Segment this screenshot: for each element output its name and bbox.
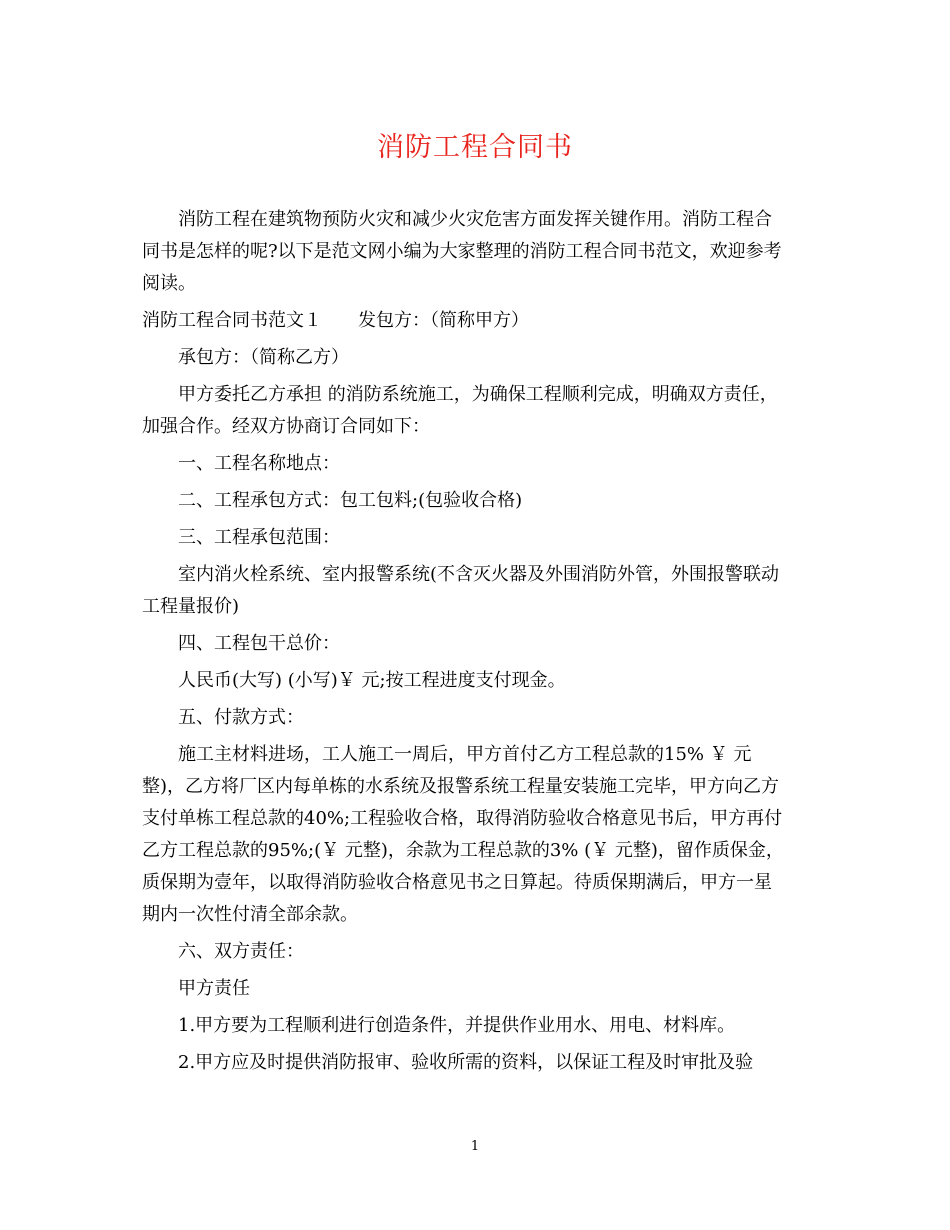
subsection-heading: 甲方责任 xyxy=(178,978,250,999)
section-heading: 三、工程承包范围： xyxy=(178,527,340,548)
paragraph-line: 承包方：（简称乙方） xyxy=(178,347,349,368)
page-number: 1 xyxy=(470,1139,480,1154)
paragraph-line: 人民币(大写) (小写)￥ 元;按工程进度支付现金。 xyxy=(178,670,566,691)
section-heading: 二、工程承包方式：包工包料;(包验收合格) xyxy=(178,490,523,511)
paragraph-line: 质保期为壹年，以取得消防验收合格意见书之日算起。待质保期满后，甲方一星 xyxy=(142,872,772,893)
document-body xyxy=(142,204,808,1084)
paragraph-line: 消防工程在建筑物预防火灾和减少火灾危害方面发挥关键作用。消防工程合 xyxy=(178,209,772,230)
paragraph-line: 消防工程合同书范文１ 发包方：（简称甲方） xyxy=(142,310,529,331)
section-heading: 五、付款方式： xyxy=(178,707,304,728)
paragraph-line: 甲方委托乙方承担 的消防系统施工，为确保工程顺利完成，明确双方责任， xyxy=(178,384,778,405)
paragraph-line: 阅读。 xyxy=(142,273,196,294)
paragraph-line: 室内消火栓系统、室内报警系统(不含灭火器及外围消防外管，外围报警联动 xyxy=(178,564,780,585)
paragraph-line: 同书是怎样的呢?以下是范文网小编为大家整理的消防工程合同书范文，欢迎参考 xyxy=(142,241,782,262)
paragraph-line: 乙方工程总款的95%;(￥ 元整)，余款为工程总款的3% (￥ 元整)，留作质保金， xyxy=(142,840,784,861)
paragraph-line: 期内一次性付清全部余款。 xyxy=(142,904,358,925)
list-item: 2.甲方应及时提供消防报审、验收所需的资料，以保证工程及时审批及验 xyxy=(178,1052,754,1073)
paragraph-line: 施工主材料进场，工人施工一周后，甲方首付乙方工程总款的15% ￥ 元 xyxy=(178,744,752,765)
section-heading: 四、工程包干总价： xyxy=(178,633,340,654)
paragraph-line: 整)，乙方将厂区内每单栋的水系统及报警系统工程量安装施工完毕，甲方向乙方 xyxy=(142,776,780,797)
paragraph-line: 工程量报价) xyxy=(142,596,240,617)
paragraph-line: 支付单栋工程总款的40%;工程验收合格，取得消防验收合格意见书后，甲方再付 xyxy=(142,808,783,829)
paragraph-line: 加强合作。经双方协商订合同如下： xyxy=(142,416,430,437)
list-item: 1.甲方要为工程顺利进行创造条件，并提供作业用水、用电、材料库。 xyxy=(178,1015,736,1036)
section-heading: 六、双方责任： xyxy=(178,941,304,962)
section-heading: 一、工程名称地点： xyxy=(178,453,340,474)
document-title: 消防工程合同书 xyxy=(377,132,573,163)
